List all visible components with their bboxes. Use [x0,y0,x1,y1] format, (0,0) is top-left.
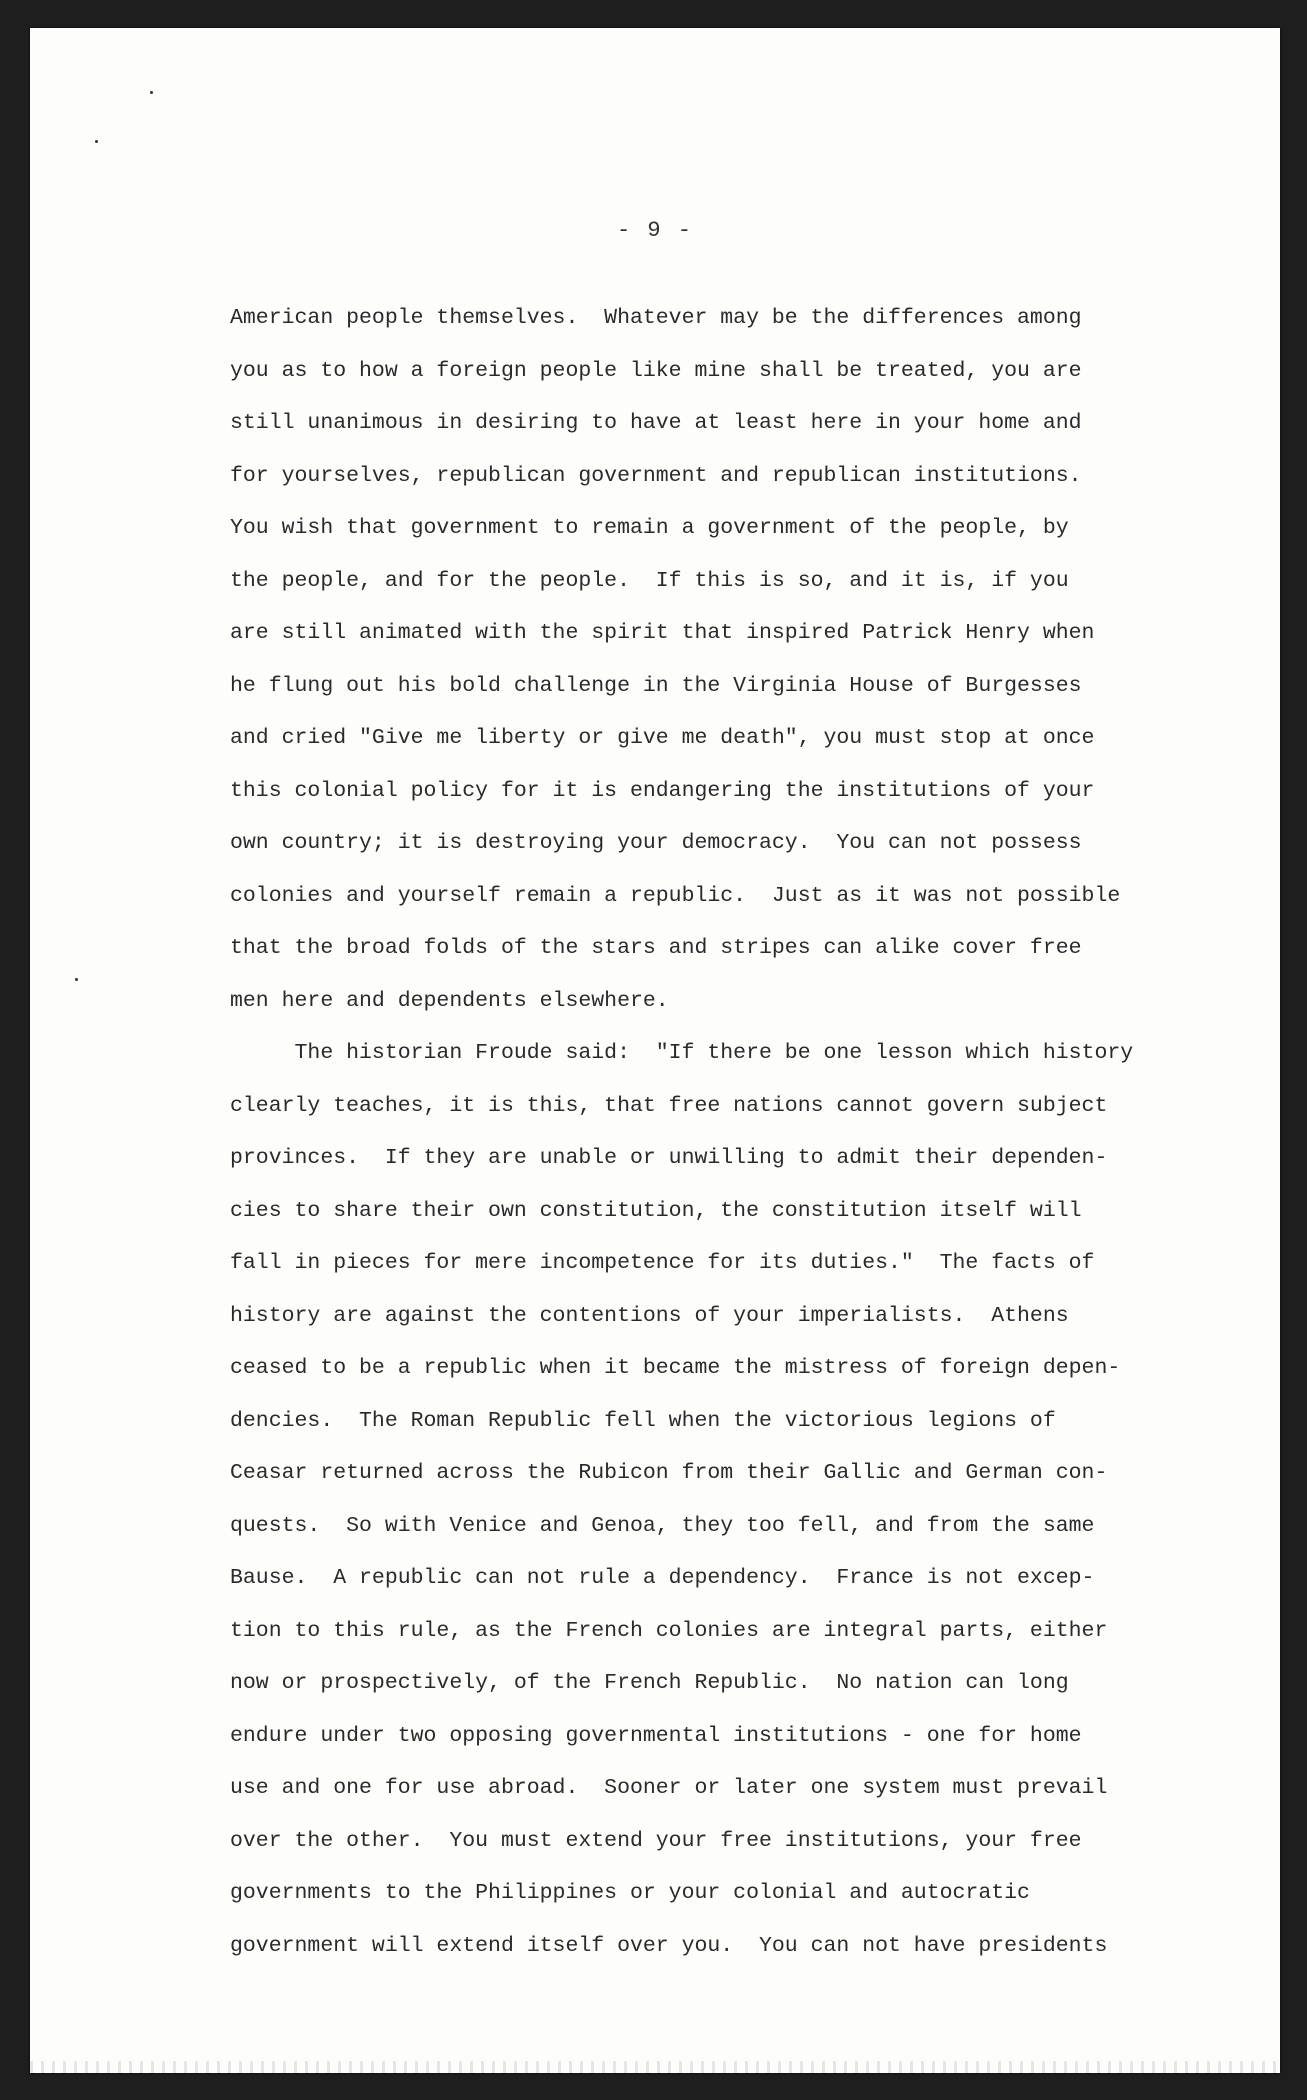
text-line: and cried "Give me liberty or give me death", you must stop at once [230,726,1095,750]
text-line: governments to the Philippines or your colonial and autocratic [230,1881,1030,1905]
text-line: American people themselves. Whatever may be the differences among [230,306,1082,330]
text-line: ceased to be a republic when it became the mistress of foreign depen- [230,1356,1121,1380]
text-line: clearly teaches, it is this, that free nations cannot govern subject [230,1093,1108,1118]
text-line: still unanimous in desiring to have at least here in your home and [230,411,1082,435]
text-line: endure under two opposing governmental institutions - one for home [230,1723,1082,1748]
text-line: fall in pieces for mere incompetence for its duties." The facts of [230,1251,1095,1275]
text-line: over the other. You must extend your free institutions, your free [230,1828,1082,1853]
text-line: cies to share their own constitution, the constitution itself will [230,1198,1082,1223]
speck-mark [150,91,153,94]
speck-mark [95,140,98,143]
text-line: Ceasar returned across the Rubicon from their Gallic and German con- [230,1461,1108,1485]
text-line: you as to how a foreign people like mine shall be treated, you are [230,358,1082,383]
text-line: for yourselves, republican government and republican institutions. [230,463,1082,488]
page-number: - 9 - [616,218,693,243]
text-line: government will extend itself over you. You can not have presidents [230,1933,1108,1958]
text-line: now or prospectively, of the French Republic. No nation can long [230,1671,1069,1695]
text-line: The historian Froude said: "If there be one lesson which history [230,1041,1134,1065]
body-text [230,292,1190,1972]
text-line: dencies. The Roman Republic fell when the victorious legions of [230,1408,1056,1433]
text-line: history are against the contentions of your imperialists. Athens [230,1303,1069,1328]
document-page [30,28,1280,2073]
scan-edge [30,2061,1280,2073]
text-line: Bause. A republic can not rule a dependency. France is not excep- [230,1566,1095,1590]
text-line: own country; it is destroying your democracy. You can not possess [230,831,1082,855]
text-line: colonies and yourself remain a republic. Just as it was not possible [230,883,1121,908]
text-line: this colonial policy for it is endangering the institutions of your [230,778,1095,803]
text-line: that the broad folds of the stars and stripes can alike cover free [230,936,1082,960]
speck-mark [75,978,78,981]
text-line: the people, and for the people. If this is so, and it is, if you [230,568,1069,593]
text-line: You wish that government to remain a government of the people, by [230,516,1069,540]
text-line: provinces. If they are unable or unwilling to admit their dependen- [230,1146,1108,1170]
text-line: tion to this rule, as the French colonies are integral parts, either [230,1618,1108,1643]
text-line: quests. So with Venice and Genoa, they too fell, and from the same [230,1513,1095,1538]
text-line: he flung out his bold challenge in the Virginia House of Burgesses [230,673,1082,698]
text-line: are still animated with the spirit that inspired Patrick Henry when [230,621,1095,645]
text-line: men here and dependents elsewhere. [230,988,669,1013]
text-line: use and one for use abroad. Sooner or later one system must prevail [230,1776,1108,1800]
